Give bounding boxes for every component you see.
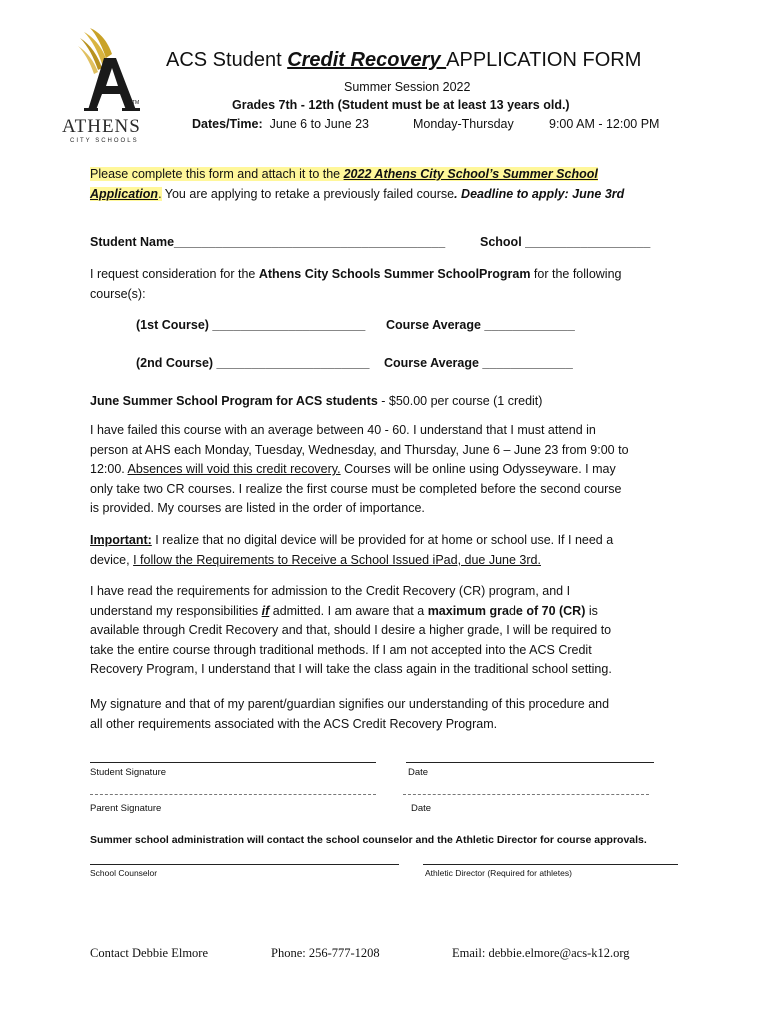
signature-statement: My signature and that of my parent/guardian signifies our understanding of this procedure and all other requirements associated with the ACS Credit Recovery Program. (90, 697, 610, 731)
parent-signature-label: Parent Signature (90, 803, 162, 814)
parent-signature-line[interactable] (90, 794, 376, 795)
contact-phone: Phone: 256-777-1208 (271, 946, 380, 960)
days-line: Monday-Thursday (413, 117, 514, 131)
student-name-field[interactable]: Student Name_______________________________________ (90, 235, 446, 249)
student-signature-line[interactable] (90, 762, 376, 763)
session-line: Summer Session 2022 (344, 80, 471, 94)
parent-date-line[interactable] (403, 794, 649, 795)
counselor-label: School Counselor (90, 868, 158, 878)
administration-note: Summer school administration will contact the school counselor and the Athletic Director for course approvals. (90, 834, 647, 846)
form-title: ACS Student Credit Recovery APPLICATION FORM (166, 49, 642, 71)
student-signature-label: Student Signature (90, 767, 167, 778)
athletic-director-signature-line[interactable] (423, 864, 678, 865)
contact-email[interactable]: Email: debbie.elmore@acs-k12.org (452, 946, 630, 960)
first-course-field[interactable]: (1st Course) ______________________ (136, 318, 366, 332)
parent-date-label: Date (411, 803, 432, 814)
intro-paragraph: Please complete this form and attach it to the 2022 Athens City School’s Summer School Application. You are applying to retake a previously failed course. Deadline to apply: June 3rd (90, 167, 625, 201)
second-course-field[interactable]: (2nd Course) ______________________ (136, 356, 370, 370)
important-paragraph: Important: I realize that no digital device will be provided for at home or school use. If I need a device, I follow the Requirements to Receive a School Issued iPad, due June 3rd. (90, 533, 614, 567)
student-date-line[interactable] (406, 762, 654, 763)
attendance-paragraph: I have failed this course with an average between 40 - 60. I understand that I must attend in person at AHS each Monday, Tuesday, Wednesday, and Thursday, June 6 – June 23 from 9:00 to 12:00. Absences will void this credit recovery. Courses will be online using Odysseyware. I may only take two CR courses. I realize the first course must be completed before the second course is provided. My courses are listed in the order of importance. (90, 423, 629, 515)
student-date-label: Date (408, 767, 429, 778)
school-field[interactable]: School __________________ (480, 235, 651, 249)
request-paragraph: I request consideration for the Athens City Schools Summer SchoolProgram for the following course(s): (90, 267, 622, 301)
time-line: 9:00 AM - 12:00 PM (549, 117, 660, 131)
requirements-paragraph: I have read the requirements for admission to the Credit Recovery (CR) program, and I understand my responsibilities if admitted. I am aware that a maximum grade of 70 (CR) is available through Credit Recovery and that, should I desire a higher grade, I will be required to take the entire course through traditional methods. If I am not accepted into the ACS Credit Recovery Program, I understand that I will take the class again in the traditional school setting. (90, 584, 612, 676)
logo-subtitle: CITY SCHOOLS (70, 138, 139, 144)
first-course-average-field[interactable]: Course Average _____________ (386, 318, 575, 332)
contact-name: Contact Debbie Elmore (90, 946, 209, 960)
grades-line: Grades 7th - 12th (Student must be at least 13 years old.) (232, 98, 570, 112)
second-course-average-field[interactable]: Course Average _____________ (384, 356, 573, 370)
trademark-mark: TM (132, 100, 140, 106)
program-fee-line: June Summer School Program for ACS students - $50.00 per course (1 credit) (90, 394, 543, 408)
logo-wordmark: ATHENS (62, 116, 141, 137)
dates-line: Dates/Time: June 6 to June 23 (192, 117, 369, 131)
athletic-director-label: Athletic Director (Required for athletes) (425, 868, 572, 878)
counselor-signature-line[interactable] (90, 864, 399, 865)
